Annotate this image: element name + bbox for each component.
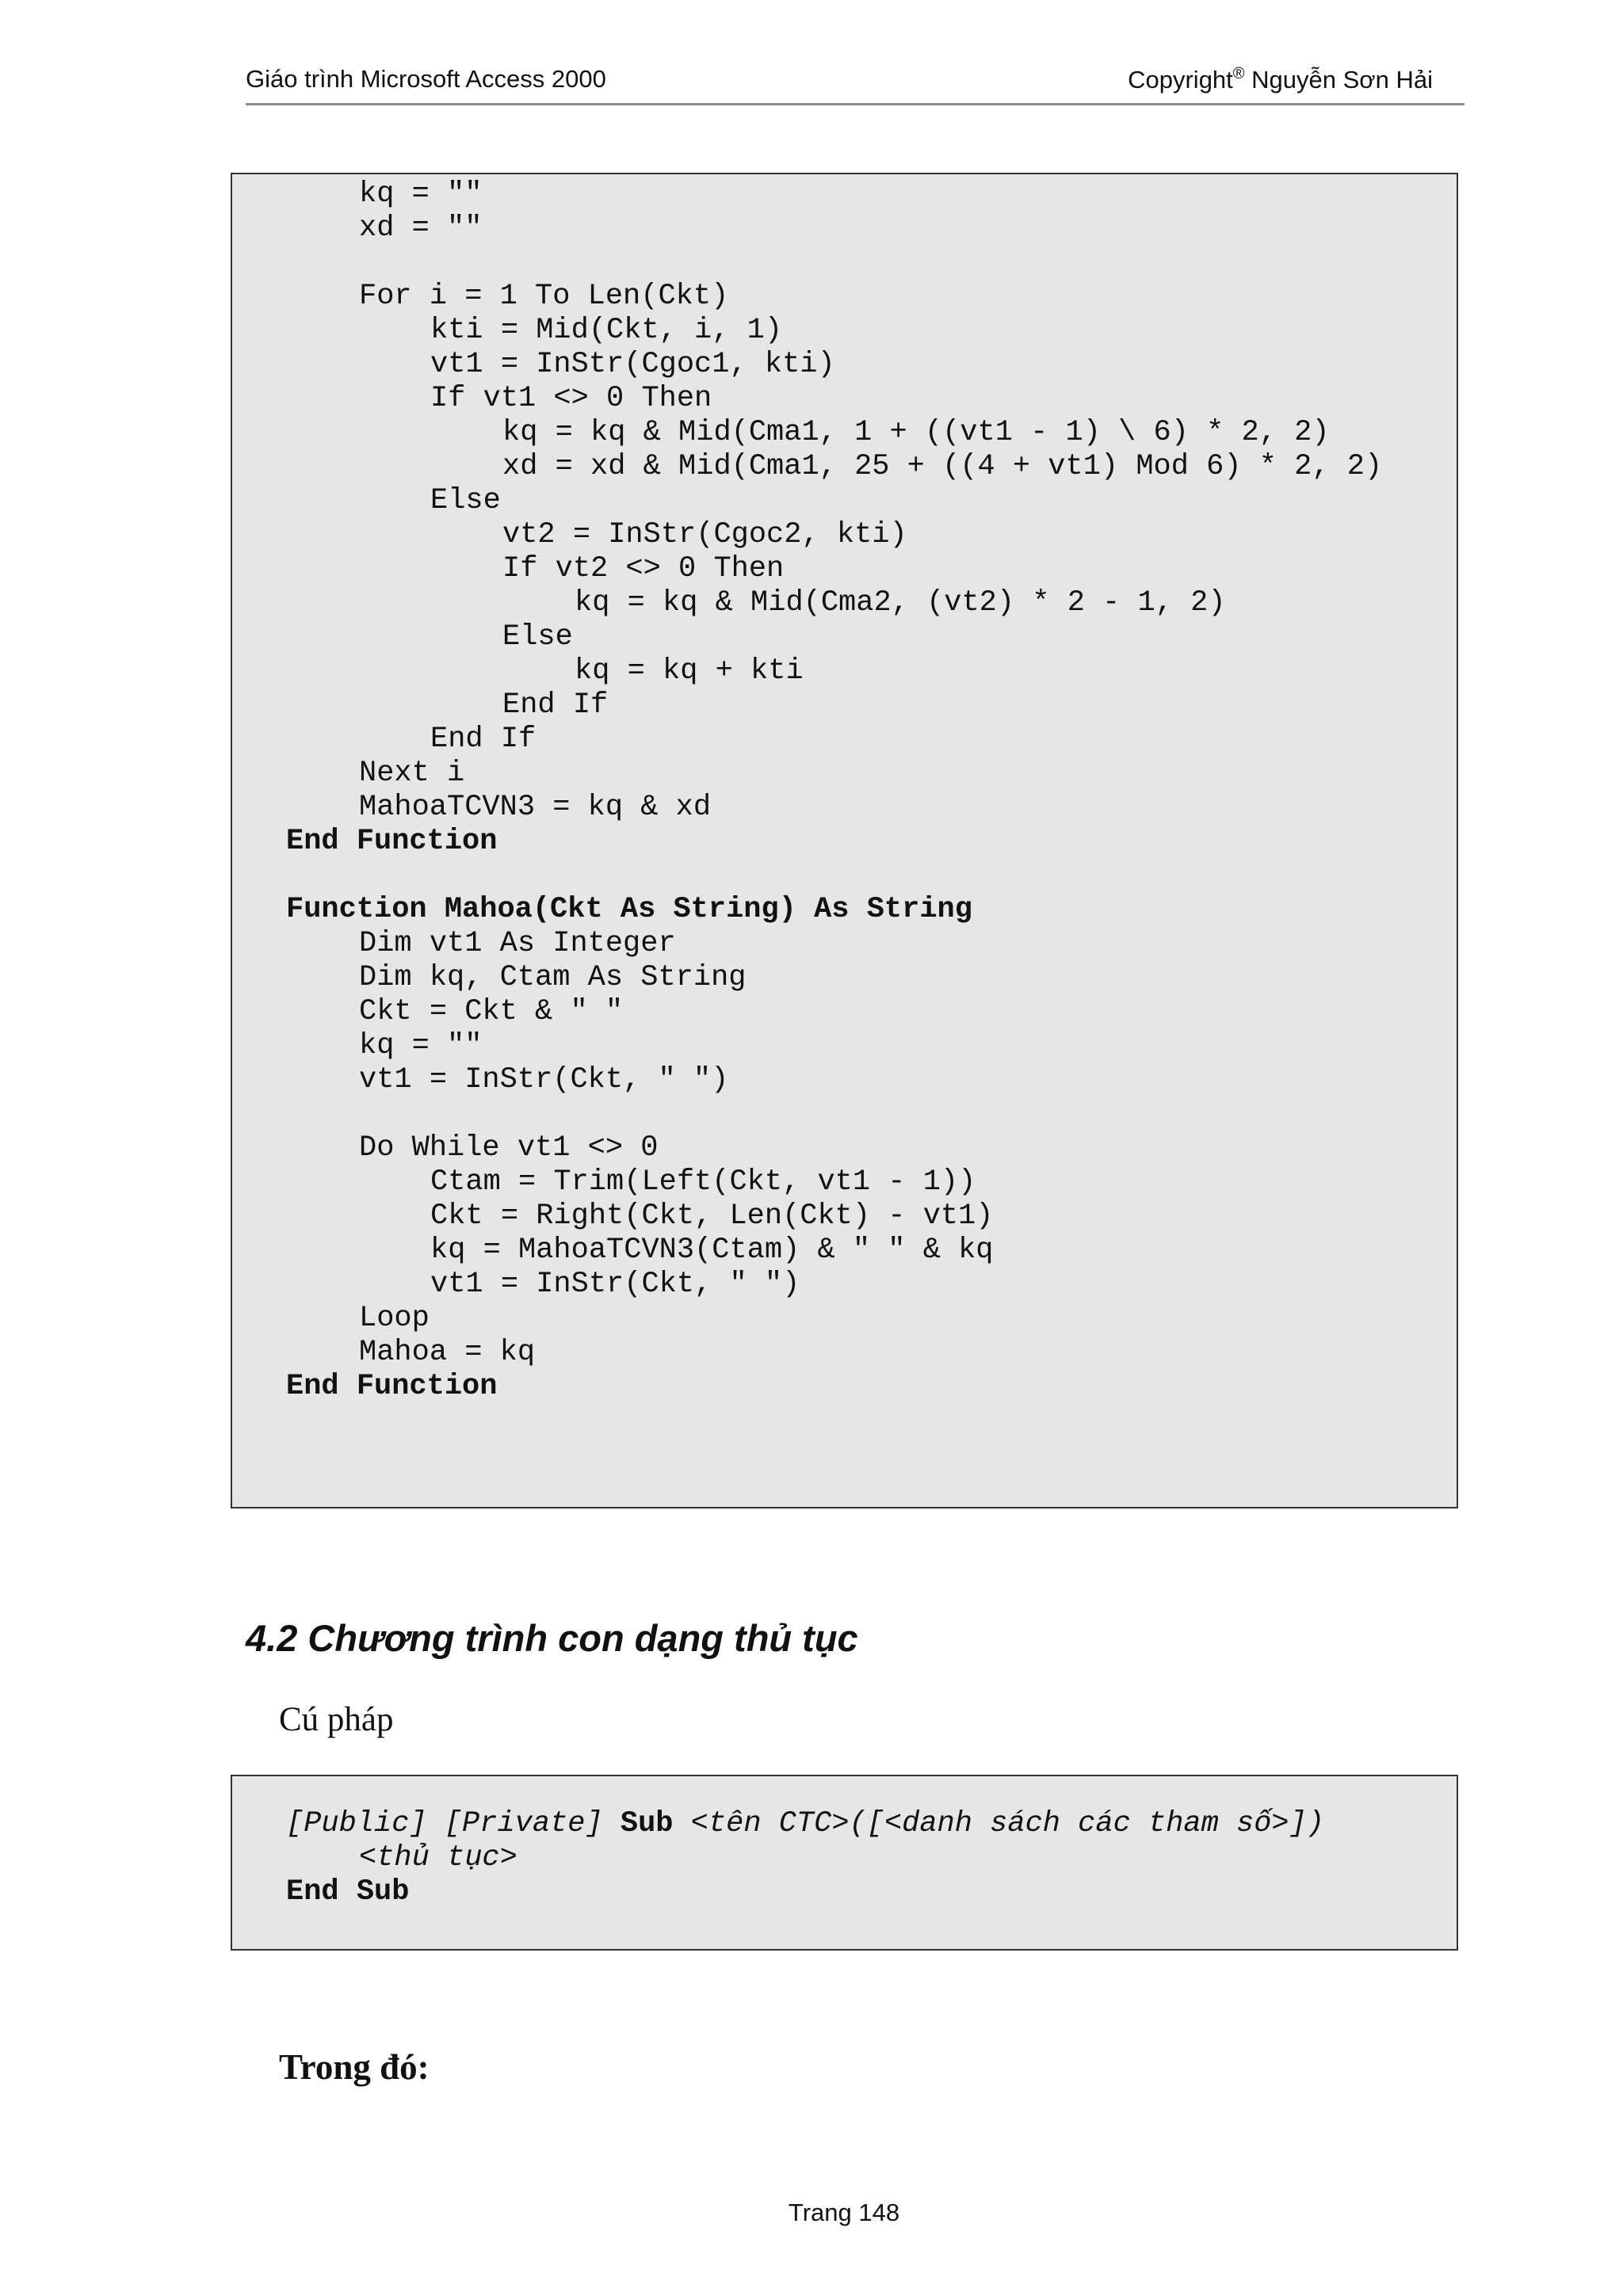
code-line: Ctam = Trim(Left(Ckt, vt1 - 1)) [430,1165,976,1199]
page-header [246,62,1465,105]
code-line: Ckt = Ckt & " " [359,995,624,1028]
code-line: Else [430,484,501,517]
code-line: If vt2 <> 0 Then [502,552,785,585]
syntax-label: Cú pháp [279,1701,394,1738]
code-line: End Sub [286,1875,410,1909]
code-line: xd = xd & Mid(Cma1, 25 + ((4 + vt1) Mod 6) * 2, 2) [502,450,1383,483]
code-line: kq = kq + kti [575,654,804,688]
code-keyword: Sub [620,1807,674,1840]
where-label: Trong đó: [279,2047,430,2087]
code-line: Do While vt1 <> 0 [359,1131,659,1165]
copyright-text: Copyright [1128,66,1233,93]
code-line: Ckt = Right(Ckt, Len(Ckt) - vt1) [430,1199,994,1233]
code-line: Else [502,620,573,654]
code-block-2 [231,1775,1458,1951]
code-line [286,1807,1324,1841]
code-line: Dim kq, Ctam As String [359,961,747,994]
code-line: kq = kq & Mid(Cma1, 1 + ((vt1 - 1) \ 6) * 2, 2) [502,416,1330,449]
code-line: xd = "" [359,212,483,245]
code-line: End If [502,688,609,722]
code-line: Dim vt1 As Integer [359,927,676,960]
code-line: vt2 = InStr(Cgoc2, kti) [502,518,907,551]
code-line: End If [430,723,537,756]
code-line: <thủ tục> [359,1841,517,1875]
code-line: kti = Mid(Ckt, i, 1) [430,314,783,347]
registered-mark: ® [1232,65,1245,82]
code-line: Loop [359,1302,430,1335]
code-line: End Function [286,1370,498,1403]
code-line: kq = "" [359,177,483,211]
code-line: For i = 1 To Len(Ckt) [359,280,729,313]
code-line: kq = "" [359,1029,483,1062]
code-line: If vt1 <> 0 Then [430,382,712,415]
code-line: End Function [286,825,498,858]
code-line: vt1 = InStr(Ckt, " ") [359,1063,729,1097]
code-line: Mahoa = kq [359,1336,536,1369]
header-copyright [1128,65,1433,94]
section-heading: 4.2 Chương trình con dạng thủ tục [246,1617,858,1659]
author-name: Nguyễn Sơn Hải [1244,66,1433,93]
code-line: kq = kq & Mid(Cma2, (vt2) * 2 - 1, 2) [575,586,1226,620]
header-title: Giáo trình Microsoft Access 2000 [246,65,606,93]
code-line: Next i [359,757,465,790]
code-signature: <tên CTC>([<danh sách các tham số>]) [673,1807,1325,1840]
page-number: Trang 148 [788,2199,900,2226]
code-modifiers: [Public] [Private] [286,1807,621,1840]
code-line: vt1 = InStr(Cgoc1, kti) [430,348,835,381]
code-block-1 [231,173,1458,1508]
code-line: vt1 = InStr(Ckt, " ") [430,1268,800,1301]
code-line: Function Mahoa(Ckt As String) As String [286,893,972,926]
code-line: MahoaTCVN3 = kq & xd [359,791,712,824]
code-line: kq = MahoaTCVN3(Ctam) & " " & kq [430,1234,994,1267]
